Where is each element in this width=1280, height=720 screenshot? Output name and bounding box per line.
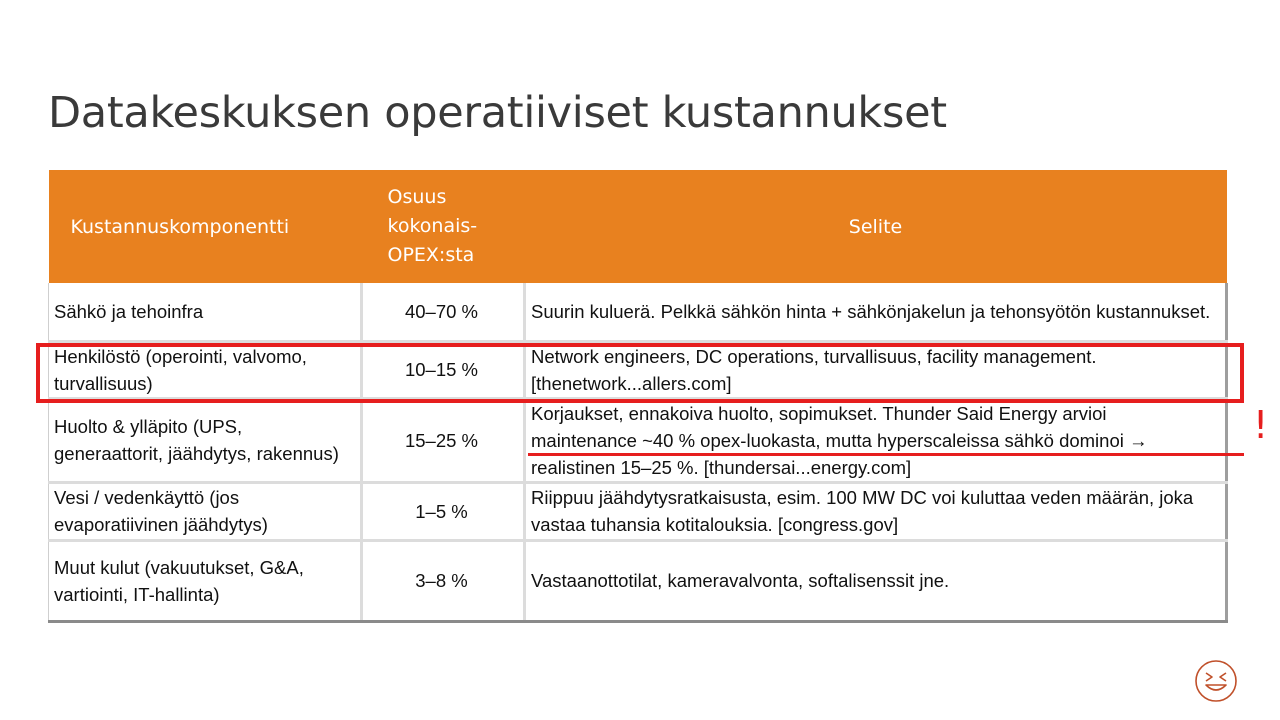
table-row (49, 283, 1227, 341)
cell-component: Sähkö ja tehoinfra (49, 283, 362, 341)
cell-share: 1–5 % (362, 482, 525, 540)
header-explanation: Selite (525, 170, 1227, 283)
cell-component: Vesi / vedenkäyttö (jos evaporatiivinen jäähdytys) (49, 482, 362, 540)
table-header-row (49, 170, 1227, 283)
cell-share: 3–8 % (362, 540, 525, 621)
cell-explanation: Network engineers, DC operations, turvallisuus, facility management. [thenetwork...allers.com] (525, 341, 1227, 398)
cell-explanation: Korjaukset, ennakoiva huolto, sopimukset. Thunder Said Energy arvioi maintenance ~40 % opex-luokasta, mutta hyperscaleissa sähkö dominoi → realistinen 15–25 %. [thundersai...energy.com] (525, 398, 1227, 482)
cell-share: 15–25 % (362, 398, 525, 482)
cell-component: Huolto & ylläpito (UPS, generaattorit, jäähdytys, rakennus) (49, 398, 362, 482)
table-row (49, 540, 1227, 621)
highlight-box-staff-row (36, 343, 1244, 403)
slide-title: Datakeskuksen operatiiviset kustannukset (48, 88, 947, 138)
table-row (49, 398, 1227, 482)
header-share: Osuus kokonais- OPEX:sta (362, 170, 525, 283)
cell-component: Henkilöstö (operointi, valvomo, turvallisuus) (49, 341, 362, 398)
cell-explanation: Riippuu jäähdytysratkaisusta, esim. 100 MW DC voi kuluttaa veden määrän, joka vastaa tuhansia kotitalouksia. [congress.gov] (525, 482, 1227, 540)
table-row (49, 482, 1227, 540)
exclamation-annotation: ! (1253, 403, 1269, 447)
underline-annotation (528, 453, 1244, 456)
header-component: Kustannuskomponentti (49, 170, 362, 283)
cell-explanation: Suurin kuluerä. Pelkkä sähkön hinta + sähkönjakelun ja tehonsyötön kustannukset. (525, 283, 1227, 341)
laughing-face-icon (1194, 659, 1238, 703)
cell-share: 40–70 % (362, 283, 525, 341)
cell-explanation: Vastaanottotilat, kameravalvonta, softalisenssit jne. (525, 540, 1227, 621)
cell-share: 10–15 % (362, 341, 525, 398)
cell-component: Muut kulut (vakuutukset, G&A, vartiointi, IT-hallinta) (49, 540, 362, 621)
